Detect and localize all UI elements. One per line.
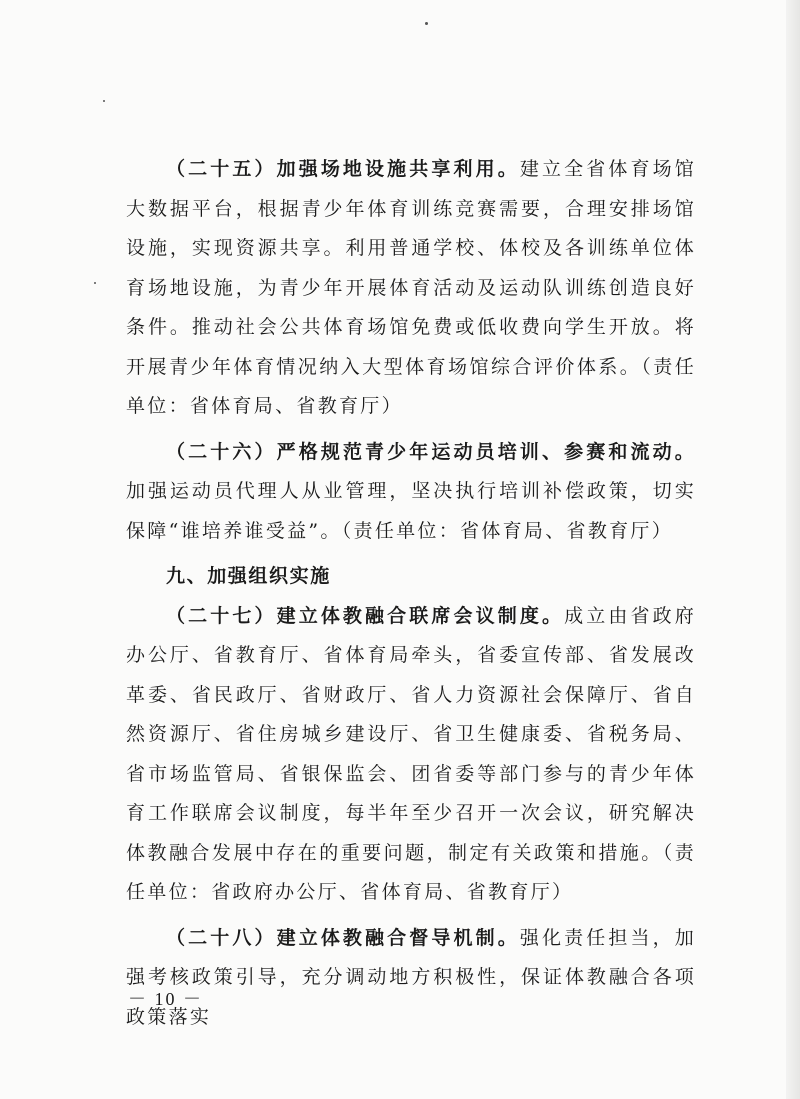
- page-edge-shadow: [786, 0, 800, 1099]
- paragraph-28: [126, 919, 696, 1038]
- paragraph-heading: （二十七）建立体教融合联席会议制度。: [166, 604, 565, 627]
- page-number: － 10 －: [128, 989, 203, 1009]
- paragraph-26: [126, 433, 696, 552]
- document-body: [126, 150, 696, 1043]
- paragraph-heading: （二十六）严格规范青少年运动员培训、参赛和流动。: [166, 440, 696, 463]
- paragraph-heading: （二十八）建立体教融合督导机制。: [166, 926, 520, 949]
- scan-speck: [425, 22, 428, 25]
- paragraph-text: 加强运动员代理人从业管理，坚决执行培训补偿政策，切实保障“谁培养谁受益”。（责任单位：省体育局、省教育厅）: [126, 480, 696, 542]
- paragraph-text: 建立全省体育场馆大数据平台，根据青少年体育训练竞赛需要，合理安排场馆设施，实现资源共享。利用普通学校、体校及各训练单位体育场地设施，为青少年开展体育活动及运动队训练创造良好条件。推动社会公共体育场馆免费或低收费向学生开放。将开展青少年体育情况纳入大型体育场馆综合评价体系。（责任单位：省体育局、省教育厅）: [126, 158, 696, 417]
- paragraph-heading: （二十五）加强场地设施共享利用。: [166, 158, 520, 180]
- scan-speck: [103, 100, 105, 102]
- paragraph-27: [126, 597, 696, 913]
- scan-speck: [94, 282, 96, 284]
- paragraph-text: 成立由省政府办公厅、省教育厅、省体育局牵头，省委宣传部、省发展改革委、省民政厅、省财政厅、省人力资源社会保障厅、省自然资源厅、省住房城乡建设厅、省卫生健康委、省税务局、省市场监管局、省银保监会、团省委等部门参与的青少年体育工作联席会议制度，每半年至少召开一次会议，研究解决体教融合发展中存在的重要问题，制定有关政策和措施。（责任单位：省政府办公厅、省体育局、省教育厅）: [126, 604, 696, 903]
- paragraph-text: 强化责任担当，加强考核政策引导，充分调动地方积极性，保证体教融合各项政策落实: [126, 926, 696, 1028]
- section-title: 九、加强组织实施: [166, 565, 331, 587]
- paragraph-25: [126, 150, 696, 427]
